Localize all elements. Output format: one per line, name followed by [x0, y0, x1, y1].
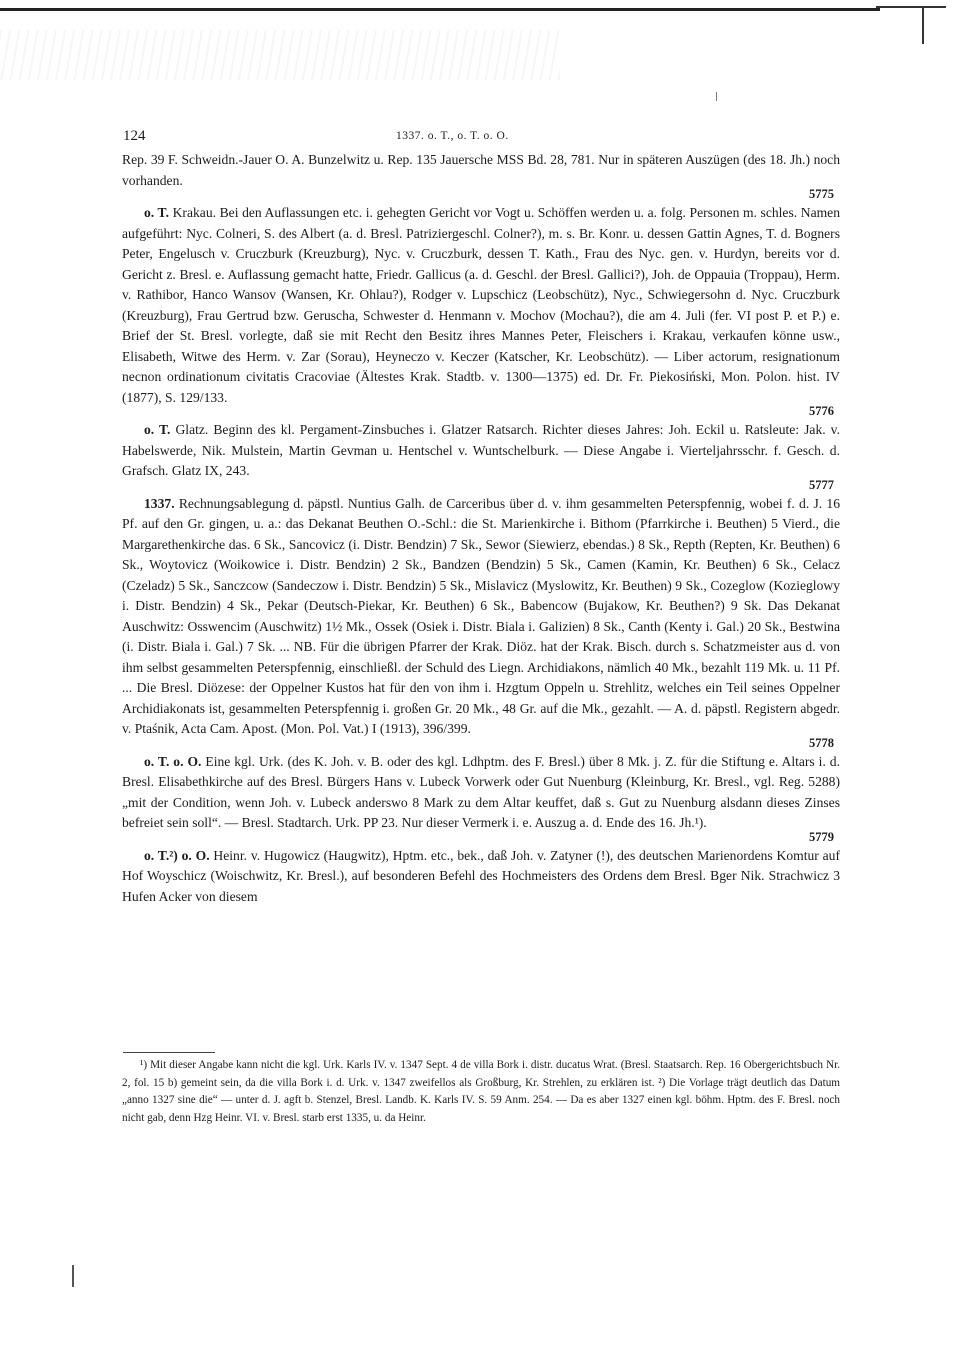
scan-dot-mark [716, 92, 717, 101]
page-number: 124 [123, 128, 146, 144]
footnote: ¹) Mit dieser Angabe kann nicht die kgl. Urk. Karls IV. v. 1347 Sept. 4 de villa Bork i. distr. ducatus Wrat. (Bresl. Staatsarch. Rep. 16 Obergerichtsbuch Nr. 2, fol. 15 b) gemeint sein, da die villa Bork i. d. Urk. v. 1347 zweifellos als Großburg, Kr. Strehlen, zu erklären ist. ²) Die Vorlage trägt deutlich das Datum „anno 1327 sine die“ — unter d. J. agft b. Stenzel, Bresl. Landb. K. Karls IV. S. 59 Anm. 254. — Da es aber 1327 einen kgl. böhm. Hptm. des F. Bresl. noch nicht gab, denn Hzg Heinr. VI. v. Bresl. starb erst 1335, u. da Heinr. [122, 1059, 840, 1124]
register-number: 5775 [809, 187, 834, 201]
scan-margin-mark [72, 1265, 74, 1287]
scan-top-rule [0, 8, 880, 11]
entry-lead: o. T. [144, 205, 170, 220]
paragraph-3 [122, 494, 840, 740]
entry-lead: o. T.²) o. O. [144, 847, 210, 863]
footnotes [122, 1057, 840, 1127]
paragraph-text: Glatz. Beginn des kl. Pergament-Zinsbuches i. Glatzer Ratsarch. Richter dieses Jahres: Joh. Eckil u. Ratsleute: Jak. v. Habelswerde, Nik. Mulstein, Martin Gevman u. Hentschel v. Wuntschelburk. — Diese Angabe i. Vierteljahrsschr. f. Gesch. d. Grafsch. Glatz IX, 243. [122, 422, 840, 478]
scan-corner-mark [876, 6, 946, 26]
running-head: 1337. o. T., o. T. o. O. [396, 130, 509, 142]
footnote-rule [123, 1052, 215, 1053]
paragraph-text: Eine kgl. Urk. (des K. Joh. v. B. oder des kgl. Ldhptm. des F. Bresl.) über 8 Mk. j. Z. für die Stiftung e. Altars i. d. Bresl. Elisabethkirche auf des Bresl. Bürgers Hans v. Lubeck Vorwerk oder Gut Nuenburg (Kleinburg, Kr. Bresl., vgl. Reg. 5288) „mit der Condition, wenn Joh. v. Lubeck anderswo 8 Mark zu dem Altar keuffet, daß s. Gut zu Nuenburg alsdann dieses Zinses befreiet sein soll“. — Bresl. Stadtarch. Urk. PP 23. Nur dieser Vermerk i. e. Auszug a. d. Ende des 16. Jh.¹). [122, 753, 840, 830]
entry-lead: 1337. [144, 495, 175, 511]
paragraph-2 [122, 420, 840, 482]
register-number: 5777 [809, 477, 834, 492]
page-header [123, 128, 843, 148]
register-number: 5778 [809, 735, 834, 750]
paragraph-text: Krakau. Bei den Auflassungen etc. i. gehegten Gericht vor Vogt u. Schöffen werden u. a. folg. Personen m. schles. Namen aufgeführt: Nyc. Colneri, S. des Albert (a. d. Bresl. Patriziergeschl. Colner?), m. s. Br. Konr. u. dessen Gattin Agnes, T. d. Bogners Peter, Engelusch v. Cruczburk (Kreuzburg), Nyc. v. Cruczburk, dessen T. Kath., Frau des Nyc. gen. v. Hurdyn, bereits vor d. Gericht z. Bresl. e. Auflassung gemacht hatte, Friedr. Gallicus (a. d. Geschl. der Bresl. Gallici?), Joh. de Oppauia (Troppau), Herm. v. Rathibor, Hanco Wansov (Wansen, Kr. Ohlau?), Rodger v. Lupschicz (Leobschütz), Nyc., Schwiegersohn d. Nyc. Cruczburk (Kreuzburg), Frau Gertrud bzw. Geruscha, Schwester d. Henmann v. Mochov (Mochau?), die am 4. Juli (fer. VI post P. et P.) e. Brief der St. Bresl. vorlegte, daß sie mit Recht den Besitz ihres Mannes Peter, Fleischers i. Krakau, verkaufen könne usw., Elisabeth, Witwe des Herm. v. Zar (Sorau), Heyneczo v. Keczer (Katscher, Kr. Leobschütz). — Liber actorum, resignationum necnon ordinationum civitatis Cracoviae (Ältestes Krak. Stadtb. v. 1300—1375) ed. Dr. Fr. Piekosiński, Mon. Polon. hist. IV (1877), S. 129/133. [122, 205, 841, 405]
entry-lead: o. T. [144, 422, 171, 437]
paragraph-5 [122, 846, 840, 908]
paragraph-1 [122, 203, 840, 408]
register-number: 5776 [809, 404, 834, 418]
scan-bleed-through [0, 30, 560, 80]
paragraph-4 [122, 752, 840, 834]
paragraph-text: Heinr. v. Hugowicz (Haugwitz), Hptm. etc., bek., daß Joh. v. Zatyner (!), des deutschen Marienordens Komtur auf Hof Woyschicz (Woischwitz, Kr. Bresl.), auf besonderen Befehl des Hochmeisters des Ordens dem Bresl. Bger Nik. Strachwicz 3 Hufen Acker von diesem [122, 847, 840, 904]
paragraph-text: Rep. 39 F. Schweidn.-Jauer O. A. Bunzelwitz u. Rep. 135 Jauersche MSS Bd. 28, 781. Nur in späteren Auszügen (des 18. Jh.) noch vorhanden. [122, 152, 840, 188]
main-text [122, 150, 840, 907]
register-number: 5779 [809, 829, 834, 844]
entry-lead: o. T. o. O. [144, 753, 202, 769]
paragraph-text: Rechnungsablegung d. päpstl. Nuntius Galh. de Carceribus über d. v. ihm gesammelten Peterspfennig, wobei f. d. J. 16 Pf. auf den Gr. gingen, u. a.: das Dekanat Beuthen O.-Schl.: die St. Marienkirche i. Bithom (Pfarrkirche i. Beuthen) 5 Vierd., die Margarethenkirche das. 6 Sk., Sancovicz (i. Distr. Bendzin) 7 Sk., Sewor (Siewierz, ebendas.) 8 Sk., Repth (Repten, Kr. Beuthen) 6 Sk., Woytovicz (Woikowice i. Distr. Bendzin) 2 Sk., Bandzen (Bendzin) 5 Sk., Camen (Kamin, Kr. Beuthen) 6 Sk., Celacz (Czeladz) 5 Sk., Sanczcow (Sandeczow i. Distr. Bendzin) 5 Sk., Mislavicz (Myslowitz, Kr. Beuthen) 9 Sk., Cozeglow (Kozieglowy i. Distr. Bendzin) 4 Sk., Pekar (Deutsch-Piekar, Kr. Beuthen) 6 Sk., Babencow (Bujakow, Kr. Beuthen?) 9 Sk. Das Dekanat Auschwitz: Osswencim (Auschwitz) 1½ Mk., Ossek (Osiek i. Distr. Biala i. Galizien) 8 Sk., Canth (Kenty i. Gal.) 20 Sk., Bestwina (i. Distr. Biala i. Gal.) 7 Sk. ... NB. Für die übrigen Pfarrer der Krak. Diöz. hat der Krak. Bisch. durch s. Schatzmeister aus d. von ihm selbst gesammelten Peterspfennig, einschließl. der Schuld des Liegn. Archidiakons, nämlich 40 Mk., bezahlt 119 Mk. u. 11 Pf. ... Die Bresl. Diözese: der Oppelner Kustos hat für den von ihm i. Hzgtum Oppeln u. Strehlitz, welches ein Teil seines Oppelner Archidiakonats ist, gesammelten Peterspfennig i. großen Gr. 20 Mk., 48 Gr. auf die Mk., gezahlt. — A. d. päpstl. Registern abgedr. v. Ptaśnik, Acta Cam. Apost. (Mon. Pol. Vat.) I (1913), 396/399. [122, 495, 840, 736]
paragraph-0 [122, 150, 840, 191]
